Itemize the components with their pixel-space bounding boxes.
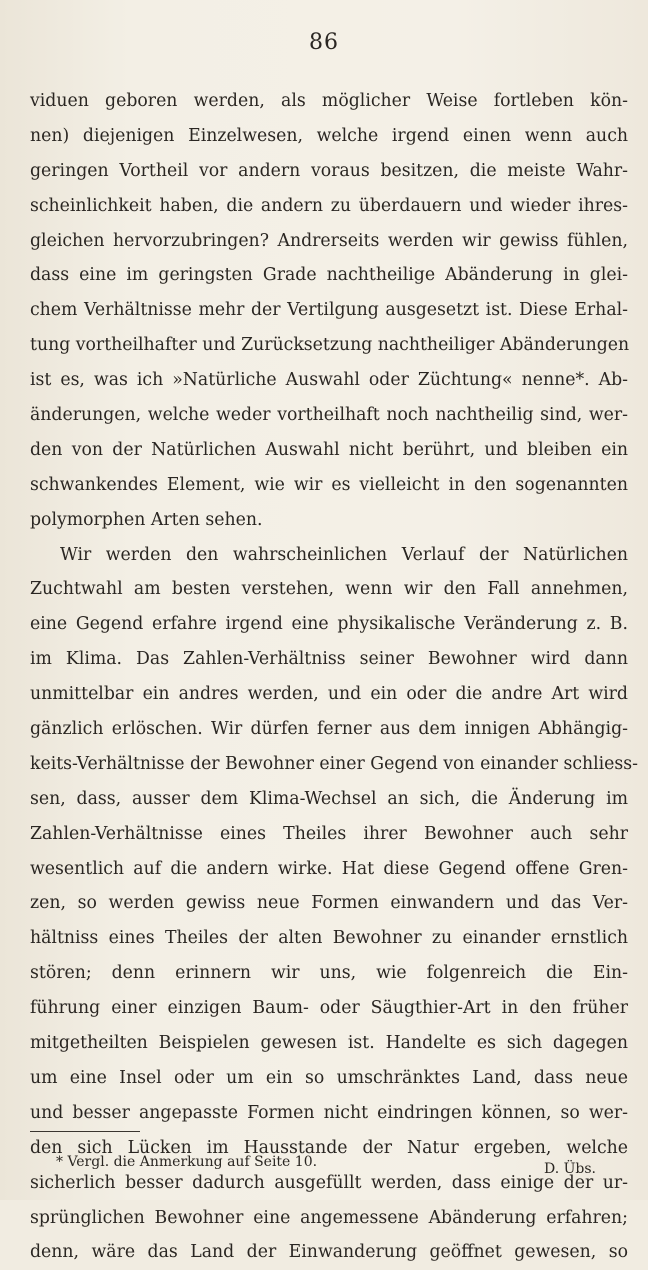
body-text <box>30 84 638 1270</box>
text-line: scheinlichkeit haben, die andern zu überdauern und wieder ihres- <box>30 195 628 216</box>
text-line: unmittelbar ein andres werden, und ein oder die andre Art wird <box>30 684 628 705</box>
text-line: eine Gegend erfahre irgend eine physikalische Veränderung z. B. <box>30 614 628 635</box>
text-line: Zahlen-Verhältnisse eines Theiles ihrer Bewohner auch sehr <box>30 823 628 844</box>
text-line: keits-Verhältnisse der Bewohner einer Gegend von einander schliess- <box>30 753 638 774</box>
text-line: zen, so werden gewiss neue Formen einwandern und das Ver- <box>30 893 628 914</box>
footnote-divider <box>30 1131 140 1132</box>
paragraph-end-line: polymorphen Arten sehen. <box>30 509 263 530</box>
text-line: dass eine im geringsten Grade nachtheilige Abänderung in glei- <box>30 265 628 286</box>
paragraph-start-line: Wir werden den wahrscheinlichen Verlauf der Natürlichen <box>60 544 628 565</box>
text-line: tung vortheilhafter und Zurücksetzung nachtheiliger Abänderungen <box>30 335 630 356</box>
text-line: stören; denn erinnern wir uns, wie folgenreich die Ein- <box>30 963 628 984</box>
text-line: gleichen hervorzubringen? Andrerseits werden wir gewiss fühlen, <box>30 230 628 251</box>
footnote: * Vergl. die Anmerkung auf Seite 10. <box>56 1154 318 1170</box>
text-line: Zuchtwahl am besten verstehen, wenn wir den Fall annehmen, <box>30 579 628 600</box>
text-line: viduen geboren werden, als möglicher Weise fortleben kön- <box>30 91 628 111</box>
text-line: denn, wäre das Land der Einwanderung geöffnet gewesen, so <box>30 1242 628 1263</box>
text-line: und besser angepasste Formen nicht eindringen können, so wer- <box>30 1102 628 1123</box>
text-line: sprünglichen Bewohner eine angemessene Abänderung erfahren; <box>30 1207 628 1228</box>
text-line: wesentlich auf die andern wirke. Hat diese Gegend offene Gren- <box>30 858 628 879</box>
text-line: änderungen, welche weder vortheilhaft noch nachtheilig sind, wer- <box>30 405 628 426</box>
text-line: gänzlich erlöschen. Wir dürfen ferner aus dem innigen Abhängig- <box>30 719 628 740</box>
text-line: schwankendes Element, wie wir es vielleicht in den sogenannten <box>30 474 628 495</box>
text-line: geringen Vortheil vor andern voraus besitzen, die meiste Wahr- <box>30 160 628 181</box>
text-line: mitgetheilten Beispielen gewesen ist. Handelte es sich dagegen <box>30 1033 628 1054</box>
text-line: hältniss eines Theiles der alten Bewohner zu einander ernstlich <box>30 928 628 949</box>
text-line: chem Verhältnisse mehr der Vertilgung ausgesetzt ist. Diese Erhal- <box>30 300 628 321</box>
text-line: den sich Lücken im Hausstande der Natur ergeben, welche <box>30 1137 628 1158</box>
text-line: sicherlich besser dadurch ausgefüllt werden, dass einige der ur- <box>30 1172 628 1193</box>
text-line: führung einer einzigen Baum- oder Säugthier-Art in den früher <box>30 998 628 1019</box>
text-line: sen, dass, ausser dem Klima-Wechsel an sich, die Änderung im <box>30 788 628 809</box>
text-line: den von der Natürlichen Auswahl nicht berührt, und bleiben ein <box>30 439 628 460</box>
text-line: ist es, was ich »Natürliche Auswahl oder Züchtung« nenne*. Ab- <box>30 370 628 391</box>
page-number: 86 <box>309 30 339 55</box>
text-line: um eine Insel oder um ein so umschränktes Land, dass neue <box>30 1067 628 1088</box>
translator-signature: D. Übs. <box>543 1161 596 1177</box>
text-line: nen) diejenigen Einzelwesen, welche irgend einen wenn auch <box>30 125 628 146</box>
text-line: im Klima. Das Zahlen-Verhältniss seiner Bewohner wird dann <box>30 649 628 670</box>
